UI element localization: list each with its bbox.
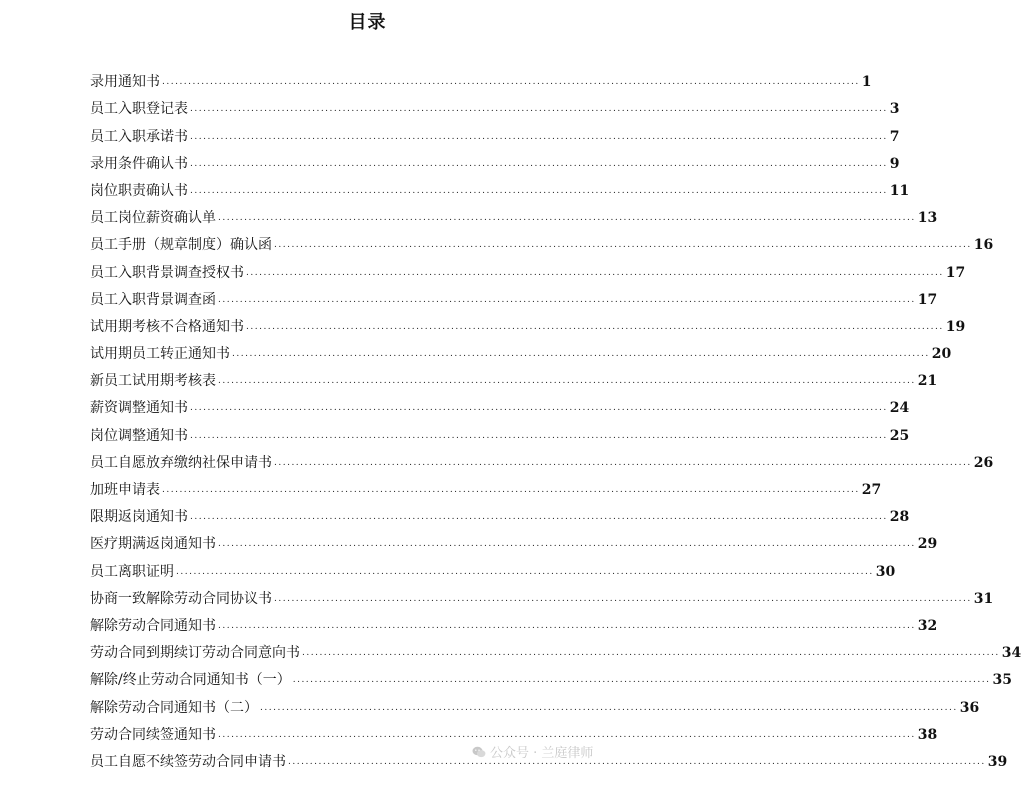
dot-leader: ................................................................................................................................................................: [190, 185, 888, 196]
toc-entry[interactable]: [90, 688, 980, 716]
dot-leader: ................................................................................................................................................................: [274, 457, 972, 468]
toc-entry-label: 岗位职责确认书: [90, 182, 188, 199]
toc-entry[interactable]: [90, 444, 994, 471]
toc-entry-page: 17: [917, 291, 938, 308]
toc-entry[interactable]: [90, 253, 966, 281]
toc-entry-page: 30: [875, 563, 896, 580]
toc-entry-page: 31: [973, 590, 994, 607]
dot-leader: ................................................................................................................................................................: [292, 675, 991, 686]
toc-entry-page: 1: [861, 74, 872, 91]
toc-entry[interactable]: [90, 117, 900, 145]
dot-leader: ................................................................................................................................................................: [218, 539, 916, 550]
toc-entry-page: 25: [889, 427, 910, 444]
toc-entry[interactable]: [90, 580, 994, 607]
toc-entry[interactable]: [90, 199, 938, 227]
toc-entry[interactable]: [90, 498, 910, 526]
toc-entry[interactable]: [90, 716, 938, 743]
dot-leader: ................................................................................................................................................................: [218, 213, 916, 224]
dot-leader: ................................................................................................................................................................: [246, 321, 944, 332]
dot-leader: ................................................................................................................................................................: [190, 104, 888, 115]
toc-entry[interactable]: [90, 226, 994, 254]
watermark-text: 公众号 · 兰庭律师: [490, 746, 594, 761]
toc-entry-page: 34: [1001, 645, 1021, 662]
toc-entry[interactable]: [90, 471, 882, 498]
toc-entry-label: 解除劳动合同通知书（二）: [90, 699, 258, 716]
dot-leader: ................................................................................................................................................................: [176, 566, 874, 577]
toc-entry-page: 7: [889, 128, 900, 145]
toc-entry[interactable]: [90, 172, 910, 199]
dot-leader: ................................................................................................................................................................: [218, 620, 916, 631]
toc-entry[interactable]: [90, 90, 900, 118]
toc-title: 目录: [348, 12, 387, 33]
toc-entry-page: 32: [917, 617, 938, 634]
toc-entry[interactable]: [90, 335, 952, 363]
dot-leader: ................................................................................................................................................................: [260, 702, 958, 713]
toc-entry-label: 解除/终止劳动合同通知书（一）: [90, 672, 291, 689]
watermark: [472, 742, 593, 761]
toc-entry[interactable]: [90, 552, 896, 580]
dot-leader: ................................................................................................................................................................: [246, 267, 944, 278]
toc-entry-label: 新员工试用期考核表: [90, 373, 216, 390]
toc-entry-label: 薪资调整通知书: [90, 400, 188, 417]
toc-entry-page: 11: [889, 182, 910, 199]
toc-entry-label: 录用通知书: [90, 74, 160, 91]
toc-entry-page: 21: [917, 373, 938, 390]
toc-entry-label: 员工岗位薪资确认单: [90, 210, 216, 227]
dot-leader: ................................................................................................................................................................: [288, 756, 986, 767]
toc-entry-label: 录用条件确认书: [90, 155, 188, 172]
dot-leader: ................................................................................................................................................................: [162, 485, 860, 495]
toc-entry[interactable]: [90, 281, 938, 308]
dot-leader: ................................................................................................................................................................: [274, 593, 972, 604]
wechat-icon: [472, 745, 486, 759]
toc-entry-page: 35: [992, 672, 1012, 689]
toc-entry-label: 协商一致解除劳动合同协议书: [90, 590, 272, 607]
toc-entry-label: 员工手册（规章制度）确认函: [90, 237, 272, 254]
toc-entry-label: 员工入职背景调查函: [90, 291, 216, 308]
dot-leader: ................................................................................................................................................................: [190, 512, 888, 523]
dot-leader: ................................................................................................................................................................: [162, 77, 860, 88]
toc-entry-label: 员工入职承诺书: [90, 128, 188, 145]
toc-entry-page: 29: [917, 536, 938, 553]
toc-entry-label: 试用期员工转正通知书: [90, 346, 230, 363]
toc-entry-label: 医疗期满返岗通知书: [90, 536, 216, 553]
toc-entry-label: 劳动合同续签通知书: [90, 726, 216, 743]
toc-entry[interactable]: [90, 389, 910, 417]
toc-entry-page: 20: [931, 346, 952, 363]
toc-entry[interactable]: [90, 63, 872, 91]
toc-entry-label: 员工自愿不续签劳动合同申请书: [90, 753, 286, 770]
toc-entry-label: 加班申请表: [90, 482, 160, 498]
toc-entry[interactable]: [90, 525, 938, 553]
toc-entry-label: 试用期考核不合格通知书: [90, 318, 244, 335]
table-of-contents: [90, 63, 1021, 770]
toc-entry[interactable]: [90, 308, 966, 335]
toc-entry-label: 员工入职背景调查授权书: [90, 264, 244, 281]
dot-leader: ................................................................................................................................................................: [218, 376, 916, 387]
toc-entry-page: 39: [987, 753, 1008, 770]
toc-entry[interactable]: [90, 145, 900, 172]
toc-entry-label: 岗位调整通知书: [90, 427, 188, 444]
toc-entry-page: 36: [959, 699, 980, 716]
toc-entry[interactable]: [90, 607, 938, 634]
dot-leader: ................................................................................................................................................................: [190, 131, 888, 142]
toc-entry-label: 员工入职登记表: [90, 101, 188, 118]
toc-entry-page: 16: [973, 237, 994, 254]
toc-entry-page: 19: [945, 318, 966, 335]
toc-entry-page: 3: [889, 101, 900, 118]
toc-entry-label: 劳动合同到期续订劳动合同意向书: [90, 645, 300, 662]
toc-entry-page: 38: [917, 726, 938, 743]
toc-entry[interactable]: [90, 362, 938, 390]
toc-entry-page: 24: [889, 400, 910, 417]
dot-leader: ................................................................................................................................................................: [218, 294, 916, 305]
toc-entry-page: 28: [889, 509, 910, 526]
toc-entry-label: 员工自愿放弃缴纳社保申请书: [90, 454, 272, 471]
toc-entry[interactable]: [90, 634, 1021, 662]
dot-leader: ................................................................................................................................................................: [218, 729, 916, 740]
toc-entry-label: 限期返岗通知书: [90, 509, 188, 526]
dot-leader: ................................................................................................................................................................: [274, 240, 972, 251]
dot-leader: ................................................................................................................................................................: [190, 430, 888, 441]
dot-leader: ................................................................................................................................................................: [232, 349, 930, 360]
toc-entry[interactable]: [90, 416, 910, 444]
toc-entry-page: 9: [889, 155, 900, 172]
dot-leader: ................................................................................................................................................................: [190, 158, 888, 169]
toc-entry-page: 26: [973, 454, 994, 471]
dot-leader: ................................................................................................................................................................: [190, 403, 888, 414]
toc-entry-label: 解除劳动合同通知书: [90, 617, 216, 634]
toc-entry-page: 13: [917, 210, 938, 227]
toc-entry[interactable]: [90, 661, 1012, 689]
toc-entry-page: 17: [945, 264, 966, 281]
dot-leader: ................................................................................................................................................................: [302, 648, 1000, 659]
toc-entry-page: 27: [861, 482, 882, 498]
toc-entry-label: 员工离职证明: [90, 563, 174, 580]
